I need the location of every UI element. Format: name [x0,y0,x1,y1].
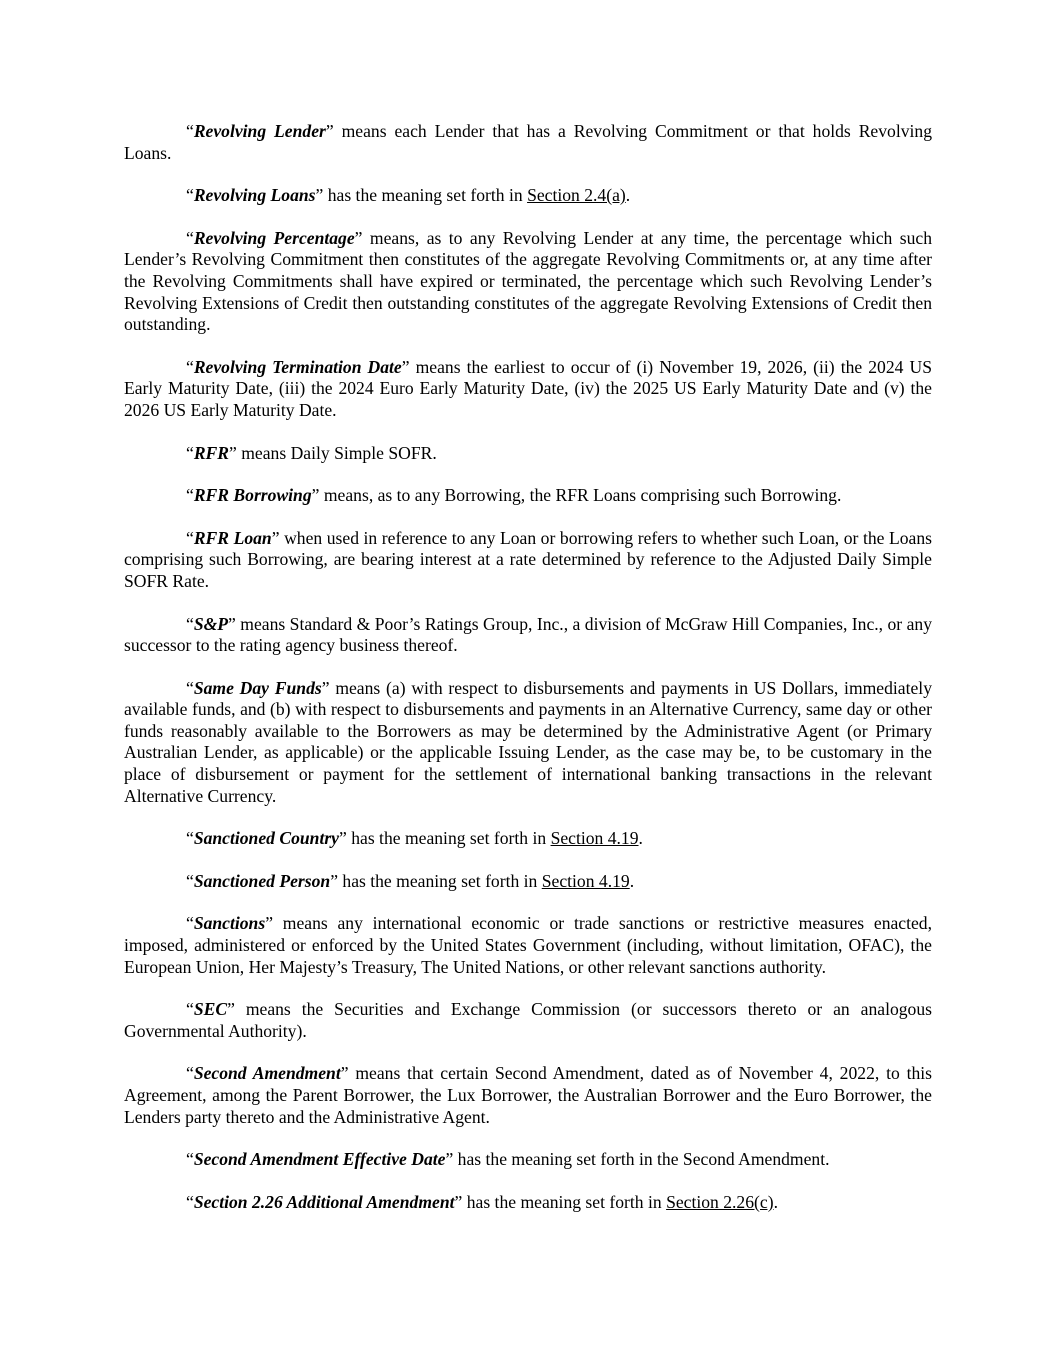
definition-sec: “SEC” means the Securities and Exchange Commission (or successors thereto or an analogous Governmental Authority). [124,999,932,1041]
definition-text: means that certain Second Amendment, dated as of November 4, 2022, to this Agreement, among the Parent Borrower, the Lux Borrower, the Australian Borrower and the Euro Borrower, the Lenders party thereto and the Administrative Agent. [124,1063,932,1127]
definition-text: means the earliest to occur of (i) November 19, 2026, (ii) the 2024 US Early Maturity Date, (iii) the 2024 Euro Early Maturity Date, (iv) the 2025 US Early Maturity Date and (v) the 2026 US Early Maturity Date. [124,356,932,420]
defined-term: S&P [193,613,229,634]
defined-term: Revolving Loans [193,185,316,206]
definition-text: means, as to any Borrowing, the RFR Loans comprising such Borrowing. [319,485,842,506]
definition-sanctioned-person: “Sanctioned Person” has the meaning set forth in Section 4.19. [186,870,635,891]
definition-revolving-lender: “Revolving Lender” means each Lender that has a Revolving Commitment or that holds Revolving Loans. [124,121,933,163]
definition-rfr: “RFR” means Daily Simple SOFR. [186,442,437,463]
definition-s-and-p: “S&P” means Standard & Poor’s Ratings Group, Inc., a division of McGraw Hill Companies, Inc., or any successor to the rating agency business thereof. [124,613,932,656]
definition-text: means (a) with respect to disbursements and payments in US Dollars, immediately available funds, and (b) with respect to disbursements and payments in an Alternative Currency, same day or other funds reasonably available to the Borrowers as may be determined by the Administrative Agent (or Primary Australian Lender, as applicable) or the applicable Issuing Lender, as the case may be, to be customary in the place of disbursement or payment for the settlement of international banking transactions in the relevant Alternative Currency. [124,677,932,806]
definition-same-day-funds: “Same Day Funds” means (a) with respect to disbursements and payments in US Dollars, immediately available funds, and (b) with respect to disbursements and payments in an Alternative Currency, same day or other funds reasonably available to the Borrowers as may be determined by the Administrative Agent (or Primary Australian Lender, as applicable) or the applicable Issuing Lender, as the case may be, to be customary in the place of disbursement or payment for the settlement of international banking transactions in the relevant Alternative Currency. [124,677,932,806]
definition-revolving-termination-date: “Revolving Termination Date” means the earliest to occur of (i) November 19, 2026, (ii) the 2024 US Early Maturity Date, (iii) the 2024 Euro Early Maturity Date, (iv) the 2025 US Early Maturity Date and (v) the 2026 US Early Maturity Date. [124,356,932,420]
document-page [124,121,932,1234]
definition-text: has the meaning set forth in [346,828,551,849]
defined-term: Second Amendment Effective Date [193,1149,446,1170]
definition-text: means Standard & Poor’s Ratings Group, Inc., a division of McGraw Hill Companies, Inc., or any successor to the rating agency business thereof. [124,613,932,656]
definition-text: means each Lender that has a Revolving Commitment or that holds Revolving Loans. [124,121,933,163]
defined-term: RFR Borrowing [193,485,312,506]
definition-text: means the Securities and Exchange Commission (or successors thereto or an analogous Governmental Authority). [124,999,932,1041]
definition-second-amendment-effective-date: “Second Amendment Effective Date” has the meaning set forth in the Second Amendment. [186,1149,830,1170]
defined-term: Section 2.26 Additional Amendment [193,1191,455,1212]
definition-rfr-borrowing: “RFR Borrowing” means, as to any Borrowing, the RFR Loans comprising such Borrowing. [186,485,842,506]
defined-term: Same Day Funds [193,677,322,698]
definition-text: means any international economic or trade sanctions or restrictive measures enacted, imposed, administered or enforced by the United States Government (including, without limitation, OFAC), the European Union, Her Majesty’s Treasury, The United Nations, or other relevant sanctions authority. [124,913,932,977]
definition-rfr-loan: “RFR Loan” when used in reference to any Loan or borrowing refers to whether such Loan, or the Loans comprising such Borrowing, are bearing interest at a rate determined by reference to the Adjusted Daily Simple SOFR Rate. [124,527,932,591]
definition-text: has the meaning set forth in [323,185,528,206]
definition-sanctions: “Sanctions” means any international economic or trade sanctions or restrictive measures enacted, imposed, administered or enforced by the United States Government (including, without limitation, OFAC), the European Union, Her Majesty’s Treasury, The United Nations, or other relevant sanctions authority. [124,913,932,977]
section-reference-link[interactable]: Section 2.26(c) [666,1191,774,1212]
definition-text: . [773,1191,778,1212]
definition-text: when used in reference to any Loan or borrowing refers to whether such Loan, or the Loans comprising such Borrowing, are bearing interest at a rate determined by reference to the Adjusted Daily Simple SOFR Rate. [124,527,932,591]
definition-revolving-loans: “Revolving Loans” has the meaning set forth in Section 2.4(a). [186,185,631,206]
defined-term: Sanctions [193,913,266,934]
defined-term: Sanctioned Country [193,828,339,849]
definition-text: has the meaning set forth in [462,1191,667,1212]
defined-term: RFR [193,442,230,463]
defined-term: Revolving Lender [193,121,326,141]
defined-term: RFR Loan [193,527,272,548]
definition-revolving-percentage: “Revolving Percentage” means, as to any Revolving Lender at any time, the percentage which such Lender’s Revolving Commitment then constitutes of the aggregate Revolving Commitments or, at any time after the Revolving Commitments shall have expired or terminated, the percentage which such Revolving Lender’s Revolving Extensions of Credit then outstanding constitutes of the aggregate Revolving Extensions of Credit then outstanding. [124,227,933,335]
definition-section-2-26-additional-amendment: “Section 2.26 Additional Amendment” has the meaning set forth in Section 2.26(c). [186,1191,778,1212]
definition-text: has the meaning set forth in [338,870,542,891]
defined-term: Revolving Termination Date [193,356,402,377]
defined-term: Sanctioned Person [193,870,331,891]
defined-term: Revolving Percentage [193,227,355,248]
definition-sanctioned-country: “Sanctioned Country” has the meaning set forth in Section 4.19. [186,828,643,849]
definition-text: . [638,828,643,849]
section-reference-link[interactable]: Section 4.19 [541,870,630,891]
definition-text: has the meaning set forth in the Second Amendment. [453,1149,830,1170]
definition-text: means, as to any Revolving Lender at any time, the percentage which such Lender’s Revolving Commitment then constitutes of the aggregate Revolving Commitments or, at any time after the Revolving Commitments shall have expired or terminated, the percentage which such Revolving Lender’s Revolving Extensions of Credit then outstanding constitutes of the aggregate Revolving Extensions of Credit then outstanding. [124,227,933,335]
definition-second-amendment: “Second Amendment” means that certain Second Amendment, dated as of November 4, 2022, to this Agreement, among the Parent Borrower, the Lux Borrower, the Australian Borrower and the Euro Borrower, the Lenders party thereto and the Administrative Agent. [124,1063,932,1127]
definition-text: . [629,870,635,891]
definition-text: . [625,185,631,206]
defined-term: Second Amendment [193,1063,341,1084]
definition-text: means Daily Simple SOFR. [236,442,437,463]
section-reference-link[interactable]: Section 4.19 [550,828,639,849]
defined-term: SEC [193,999,228,1020]
section-reference-link[interactable]: Section 2.4(a) [527,185,626,206]
